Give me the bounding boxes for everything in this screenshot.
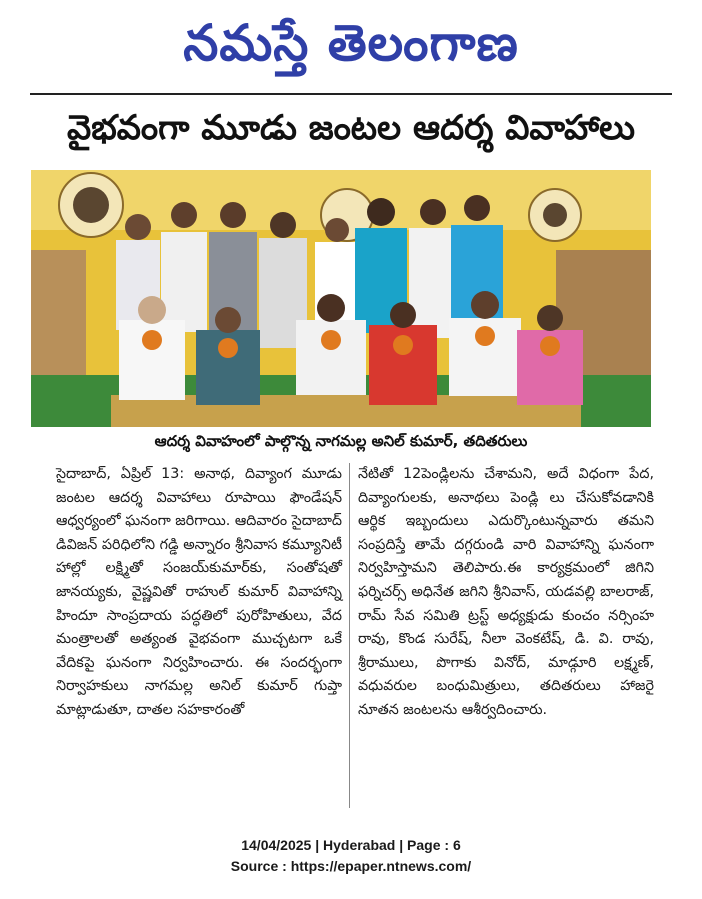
article-column-right: నేటితో 12పెండ్లిలను చేశామని, అదే విధంగా పేద, దివ్యాంగులకు, అనాథలు పెండ్లి లు చేసుకోవడానికి ఆర్థిక ఇబ్బందులు ఎదుర్కొంటున్నవారు తమని సంప్రదిస్తే తామే దగ్గరుండి వారి వివాహాన్ని ఘనంగా నిర్వహిస్తామని తెలిపారు.ఈ కార్యక్రమంలో జిగిని ఫర్నిచర్స్ అధినేత జగిని శ్రీనివాస్, యడవల్లి బాలరాజ్, రామ్ సేవ సమితి ట్రస్ట్ అధ్యక్షుడు కుంచం నర్సింహ రావు, కొండ సురేష్, నీలా వెంకటేష్, డి. వి. రావు, శ్రీరాములు, పొగాకు వినోద్, మాడ్గూరి లక్ష్మణ్, వధువరుల బంధుమిత్రులు, తదితరులు హాజరై నూతన జంటలను ఆశీర్వదించారు. [358,466,654,718]
article-headline: వైభవంగా మూడు జంటల ఆదర్శ వివాహాలు [67,108,635,148]
footer-date-line: 14/04/2025 | Hyderabad | Page : 6 [241,837,461,853]
footer-source-line: Source : https://epaper.ntnews.com/ [230,858,472,874]
newspaper-masthead: నమస్తే తెలంగాణ [183,14,519,72]
column-divider [349,463,350,808]
article-column-left: సైదాబాద్, ఏప్రిల్ 13: అనాథ, దివ్యాంగ మూడు జంటల ఆదర్శ వివాహాలు రూపాయి ఫౌండేషన్ ఆధ్వర్యంలో ఘనంగా జరిగాయి. ఆదివారం సైదాబాద్ డివిజన్ పరిధిలోని గడ్డి అన్నారం శ్రీనివాస కమ్యూనిటీ హాల్లో లక్ష్మితో సంజయ్‌కుమార్‌కు, సంతోషతో జానయ్యకు, వైష్ణవితో రాహుల్ కుమార్ వివాహాన్ని హిందూ సాంప్రదాయ పద్ధతిలో పురోహితులు, వేద మంత్రాలతో అత్యంత వైభవంగా ముచ్చటగా ఒకే వేదికపై ఘనంగా నిర్వహించారు. ఈ సందర్భంగా నిర్వాహకులు నాగమల్ల అనిల్ కుమార్ గుప్తా మాట్లాడుతూ, దాతల సహకారంతో [56,466,342,718]
top-rule [30,93,672,95]
wedding-photo [31,170,651,427]
photo-caption: ఆదర్శ వివాహంలో పాల్గొన్న నాగమల్ల అనిల్ కుమార్, తదితరులు [31,427,651,455]
